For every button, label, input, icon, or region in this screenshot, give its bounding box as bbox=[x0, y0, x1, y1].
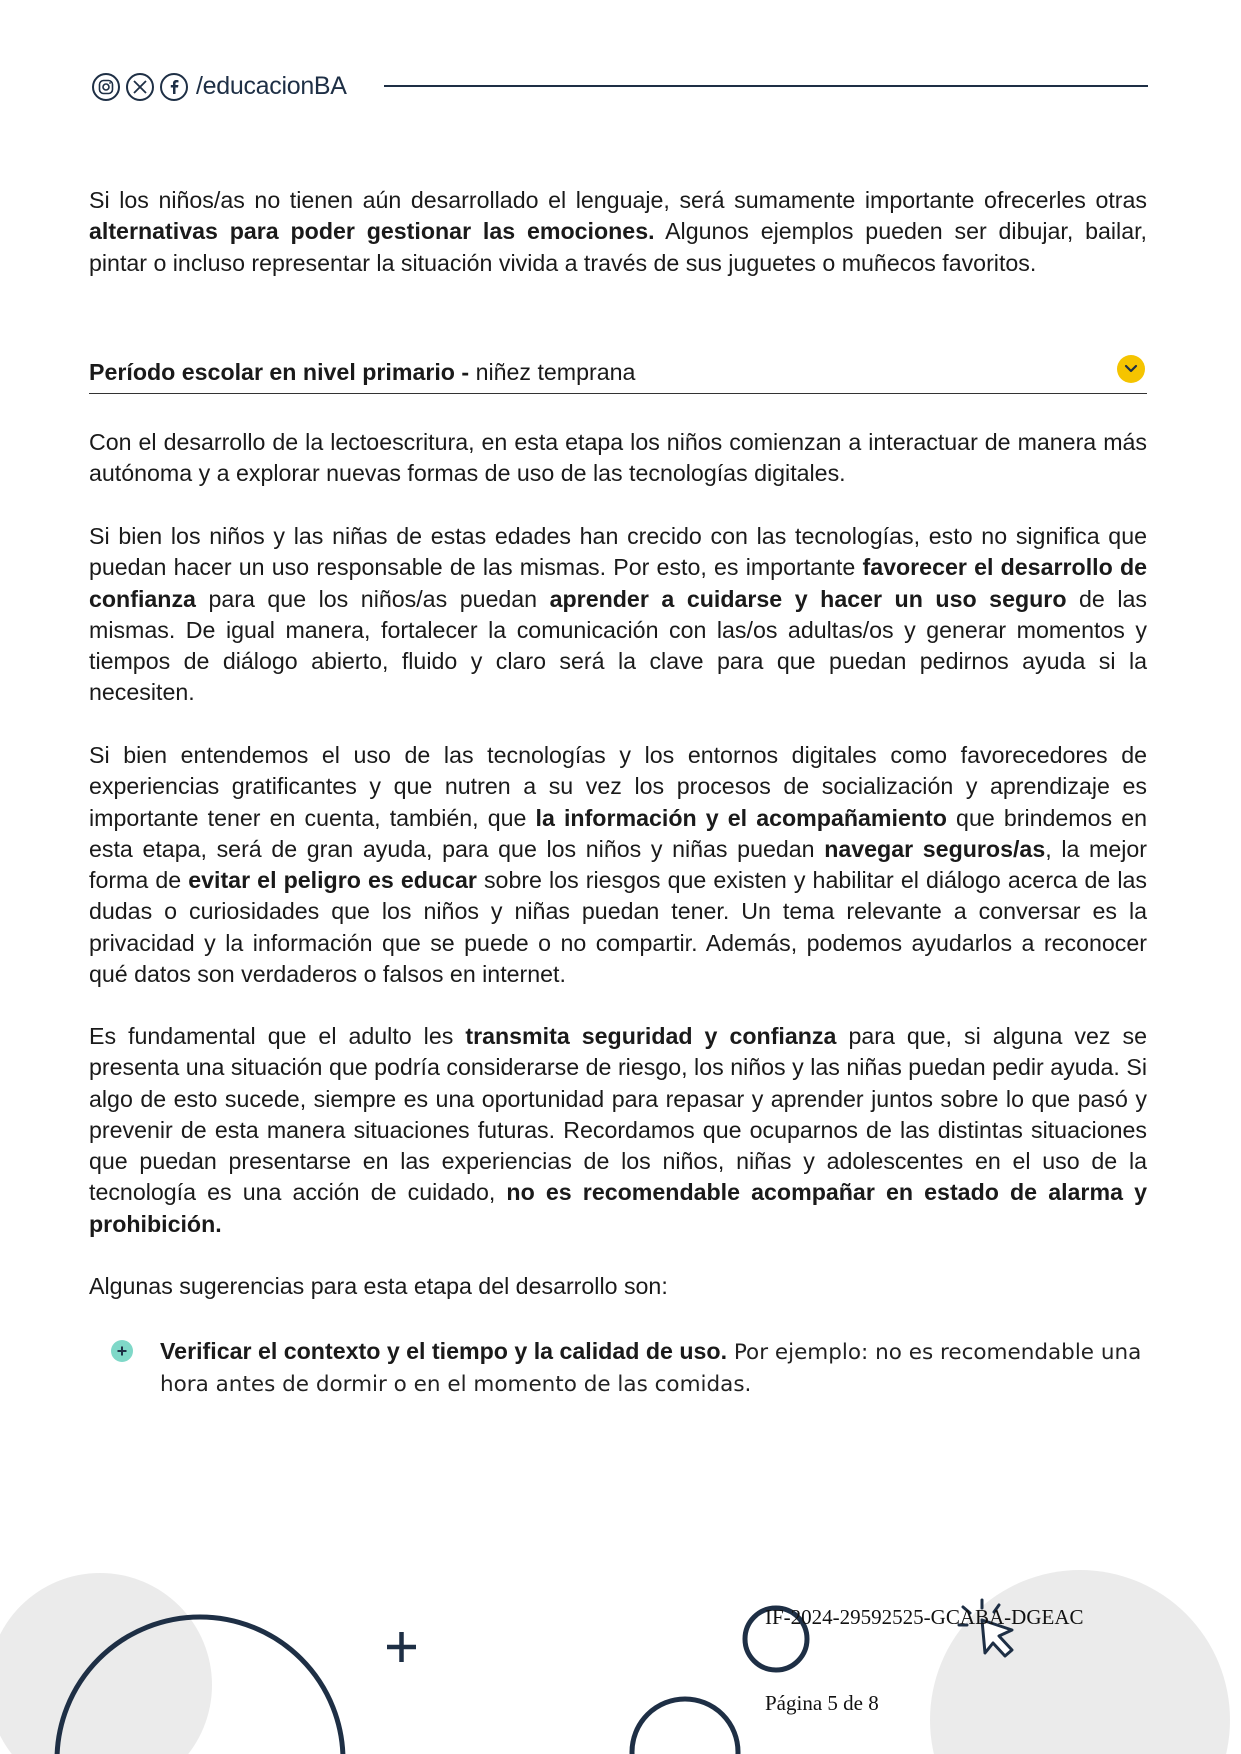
section-title: Período escolar en nivel primario - niñez temprana bbox=[89, 359, 636, 385]
document-id: IF-2024-29592525-GCABA-DGEAC bbox=[765, 1605, 1084, 1629]
paragraph-2: Si bien los niños y las niñas de estas edades han crecido con las tecnologías, esto no significa que puedan hacer un uso responsable de las mismas. Por esto, es importante favorecer el desarrollo de confianza para que los niños/as puedan aprender a cuidarse y hacer un uso seguro de las mismas. De igual manera, fortalecer la comunicación con las/os adultas/os y generar momentos y tiempos de diálogo abierto, fluido y claro será la clave para que puedan pedirnos ayuda si la necesiten. bbox=[89, 523, 1147, 706]
paragraph-3: Si bien entendemos el uso de las tecnologías y los entornos digitales como favorecedores de experiencias gratificantes y que nutren a su vez los procesos de socialización y aprendizaje es importante tener en cuenta, también, que la información y el acompañamiento que brindemos en esta etapa, será de gran ayuda, para que los niños y niñas puedan navegar seguros/as, la mejor forma de evitar el peligro es educar sobre los riesgos que existen y habilitar el diálogo acerca de las dudas o curiosidades que los niños y niñas puedan tener. Un tema relevante a conversar es la privacidad y la información que se puede o no compartir. Además, podemos ayudarlos a reconocer qué datos son verdaderos o falsos en internet. bbox=[89, 742, 1148, 988]
intro-paragraph: Si los niños/as no tienen aún desarrollado el lenguaje, será sumamente importante ofrecerles otras alternativas para poder gestionar las emociones. Algunos ejemplos pueden ser dibujar, bailar, pintar o incluso representar la situación vivida a través de sus juguetes o muñecos favoritos. bbox=[89, 187, 1147, 276]
plus-icon bbox=[387, 1632, 416, 1662]
page-number: Página 5 de 8 bbox=[765, 1691, 879, 1715]
paragraph-4: Es fundamental que el adulto les transmita seguridad y confianza para que, si alguna vez se presenta una situación que podría considerarse de riesgo, los niños y las niñas puedan pedir ayuda. Si algo de esto sucede, siempre es una oportunidad para repasar y aprender juntos sobre lo que pasó y prevenir de esta manera situaciones futuras. Recordamos que ocuparnos de las distintas situaciones que puedan presentarse en las experiencias de los niños, niñas y adolescentes en el uso de la tecnología es una acción de cuidado, no es recomendable acompañar en estado de alarma y prohibición. bbox=[89, 1023, 1148, 1237]
decor-gray-circle-left bbox=[0, 1573, 212, 1754]
decor-gray-circle-right bbox=[930, 1570, 1230, 1754]
social-handle[interactable]: /educacionBA bbox=[196, 72, 347, 100]
suggestion-item: Verificar el contexto y el tiempo y la calidad de uso. Por ejemplo: no es recomendable una hora antes de dormir o en el momento de las comidas. bbox=[160, 1338, 1142, 1397]
paragraph-1: Con el desarrollo de la lectoescritura, en esta etapa los niños comienzan a interactuar de manera más autónoma y a explorar nuevas formas de uso de las tecnologías digitales. bbox=[89, 429, 1147, 487]
paragraph-5: Algunas sugerencias para esta etapa del desarrollo son: bbox=[89, 1273, 668, 1299]
decor-ring-small bbox=[632, 1699, 738, 1754]
